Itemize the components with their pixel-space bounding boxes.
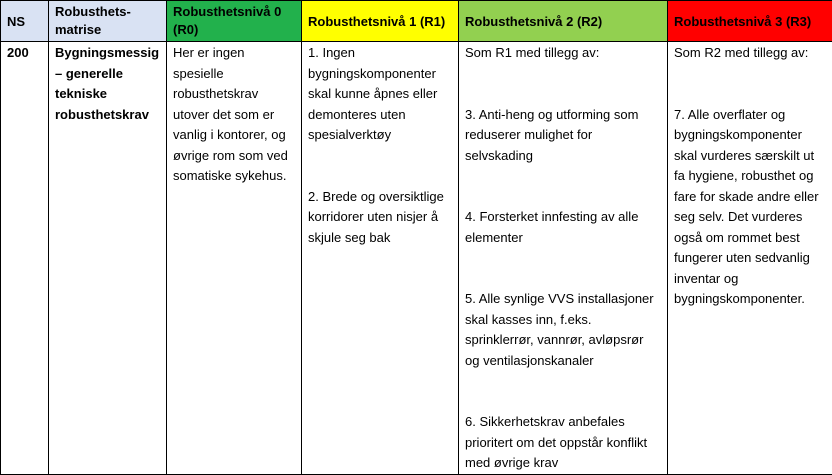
r3-intro: Som R2 med tillegg av: <box>674 43 826 64</box>
r2-item-6: 6. Sikkerhetskrav anbefales prioritert om det oppstår konflikt med øvrige krav <box>465 412 661 474</box>
r1-item-1: 1. Ingen bygningskomponenter skal kunne åpnes eller demonteres uten spesialverktøy <box>308 43 452 146</box>
r2-item-3: 3. Anti-heng og utforming som reduserer mulighet for selvskading <box>465 105 661 167</box>
table-row <box>1 42 832 475</box>
header-matrise: Robusthets-matrise <box>49 1 167 42</box>
header-ns: NS <box>1 1 49 42</box>
cell-r3 <box>668 42 832 475</box>
cell-ns: 200 <box>1 42 49 475</box>
header-r1: Robusthetsnivå 1 (R1) <box>302 1 459 42</box>
r1-item-2: 2. Brede og oversiktlige korridorer uten nisjer å skjule seg bak <box>308 187 452 249</box>
r2-item-5: 5. Alle synlige VVS installasjoner skal kasses inn, f.eks. sprinklerrør, vannrør, avløpsrør og ventilasjonskanaler <box>465 289 661 371</box>
r3-item-7: 7. Alle overflater og bygningskomponenter skal vurderes særskilt ut fa hygiene, robusthet og fare for skade andre eller seg selv. Det vurderes også om rommet best fungerer uten sedvanlig inventar og bygningskomponenter. <box>674 105 826 310</box>
header-r2: Robusthetsnivå 2 (R2) <box>459 1 668 42</box>
cell-r1 <box>302 42 459 475</box>
r2-item-4: 4. Forsterket innfesting av alle elementer <box>465 207 661 248</box>
cell-r2 <box>459 42 668 475</box>
header-r0: Robusthetsnivå 0 (R0) <box>167 1 302 42</box>
cell-matrise: Bygningsmessig – generelle tekniske robusthetskrav <box>49 42 167 475</box>
cell-r0: Her er ingen spesielle robusthetskrav utover det som er vanlig i kontorer, og øvrige rom som ved somatiske sykehus. <box>167 42 302 475</box>
header-row <box>1 1 832 42</box>
r2-intro: Som R1 med tillegg av: <box>465 43 661 64</box>
header-r3: Robusthetsnivå 3 (R3) <box>668 1 832 42</box>
